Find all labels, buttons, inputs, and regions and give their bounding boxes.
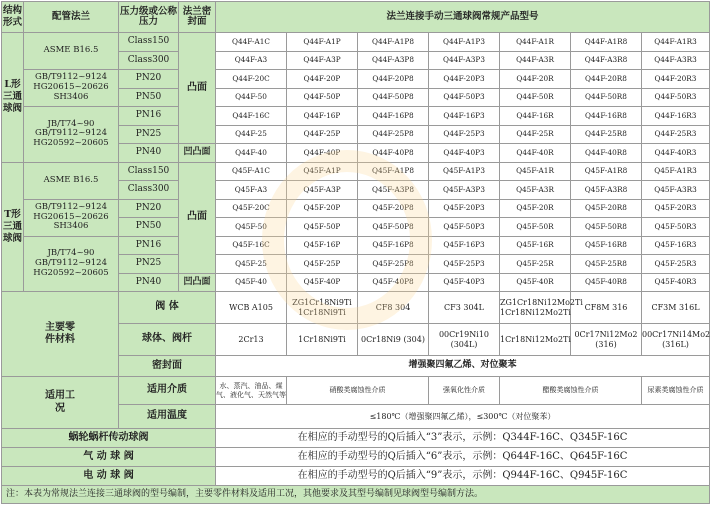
model-code: Q44F-50R [500, 88, 571, 107]
pressure-class: Class300 [119, 51, 179, 70]
model-code: Q45F-16P3 [429, 236, 500, 255]
pressure-class: PN20 [119, 199, 179, 218]
seal-face: 凸面 [179, 33, 216, 144]
header-models: 法兰连接手动三通球阀常规产品型号 [216, 2, 710, 33]
model-code: Q45F-20P8 [358, 199, 429, 218]
model-code: Q44F-16C [216, 107, 287, 126]
model-code: Q45F-A1P8 [358, 162, 429, 181]
ball-material: 1Cr18Ni12Mo2Ti [500, 324, 571, 356]
model-code: Q44F-A3R [500, 51, 571, 70]
pressure-class: PN50 [119, 88, 179, 107]
model-code: Q44F-20C [216, 70, 287, 89]
model-code: Q45F-40P8 [358, 273, 429, 292]
flange-standard: ASME B16.5 [24, 33, 119, 70]
pressure-class: Class150 [119, 162, 179, 181]
model-code: Q44F-A1R [500, 33, 571, 52]
model-code: Q45F-25R3 [642, 255, 710, 274]
body-label: 阀 体 [119, 292, 216, 324]
seal-face: 凹凸面 [179, 144, 216, 163]
model-code: Q44F-16R [500, 107, 571, 126]
model-code: Q45F-40P [287, 273, 358, 292]
model-code: Q45F-50R [500, 218, 571, 237]
model-code: Q45F-50R8 [571, 218, 642, 237]
flange-standard: GB/T9112~9124 HG20615~20626 SH3406 [24, 199, 119, 236]
model-code: Q44F-A3P [287, 51, 358, 70]
model-code: Q44F-A3R8 [571, 51, 642, 70]
model-code: Q45F-20R8 [571, 199, 642, 218]
seal-face: 凸面 [179, 162, 216, 273]
pressure-class: PN25 [119, 255, 179, 274]
pressure-class: PN20 [119, 70, 179, 89]
table-row [2, 377, 710, 405]
model-code: Q44F-40 [216, 144, 287, 163]
table-row [2, 2, 710, 33]
materials-label: 主要零件材料 [2, 292, 119, 377]
model-code: Q45F-20P3 [429, 199, 500, 218]
model-code: Q45F-A3 [216, 181, 287, 200]
model-code: Q44F-16R8 [571, 107, 642, 126]
model-code: Q44F-A1R3 [642, 33, 710, 52]
model-code: Q44F-A3 [216, 51, 287, 70]
model-code: Q44F-25R [500, 125, 571, 144]
model-code: Q45F-A1P3 [429, 162, 500, 181]
model-code: Q44F-20P [287, 70, 358, 89]
media: 水、蒸汽、油品、煤气、液化气、天然气等 [216, 377, 287, 405]
table-row [2, 429, 710, 448]
model-code: Q44F-A3R3 [642, 51, 710, 70]
ball-material: 00Cr19Ni10 (304L) [429, 324, 500, 356]
model-code: Q44F-50P8 [358, 88, 429, 107]
model-code: Q44F-25P3 [429, 125, 500, 144]
header-structure: 结构形式 [2, 2, 24, 33]
pressure-class: PN16 [119, 236, 179, 255]
media-label: 适用介质 [119, 377, 216, 405]
model-code: Q44F-20P3 [429, 70, 500, 89]
model-code: Q45F-40R8 [571, 273, 642, 292]
pressure-class: PN40 [119, 144, 179, 163]
body-material: ZG1Cr18Ni12Mo2Ti 1Cr18Ni12Mo2Ti [500, 292, 571, 324]
seal-label: 密封面 [119, 356, 216, 377]
media: 硝酸类腐蚀性介质 [287, 377, 429, 405]
model-code: Q45F-16P [287, 236, 358, 255]
model-code: Q45F-20P [287, 199, 358, 218]
flange-standard: JB/T74~90 GB/T9112~9124 HG20592~20605 [24, 236, 119, 292]
structure-label: T形三通球阀 [2, 162, 24, 292]
seal-face: 凹凸面 [179, 273, 216, 292]
body-material: WCB A105 [216, 292, 287, 324]
media: 强氧化性介质 [429, 377, 500, 405]
table-body [2, 2, 710, 504]
model-code: Q45F-A3P3 [429, 181, 500, 200]
model-code: Q44F-25R3 [642, 125, 710, 144]
model-code: Q45F-A3R [500, 181, 571, 200]
model-code: Q45F-A1P [287, 162, 358, 181]
table-row [2, 236, 710, 255]
model-code: Q44F-20P8 [358, 70, 429, 89]
ball-material: 0Cr17Ni12Mo2 (316) [571, 324, 642, 356]
model-code: Q45F-50P3 [429, 218, 500, 237]
model-code: Q45F-A3P8 [358, 181, 429, 200]
model-code: Q45F-25P3 [429, 255, 500, 274]
pressure-class: PN16 [119, 107, 179, 126]
model-code: Q45F-50 [216, 218, 287, 237]
table-row [2, 467, 710, 486]
model-code: Q44F-20R8 [571, 70, 642, 89]
pressure-class: Class300 [119, 181, 179, 200]
model-code: Q45F-20C [216, 199, 287, 218]
table-row [2, 448, 710, 467]
actuator-text: 在相应的手动型号的Q后插入“6”表示，示例：Q644F-16C、Q645F-16C [216, 448, 710, 467]
valve-model-table [1, 1, 710, 504]
footnote: 注：本表为常规法兰连接三通球阀的型号编制，主要零件材料及适用工况，其他要求及其型号编制见球阀型号编制方法。 [2, 486, 710, 504]
actuator-text: 在相应的手动型号的Q后插入“3”表示，示例：Q344F-16C、Q345F-16C [216, 429, 710, 448]
model-code: Q45F-40R [500, 273, 571, 292]
ball-material: 0Cr18Ni9 (304) [358, 324, 429, 356]
model-code: Q45F-40R3 [642, 273, 710, 292]
table-row [2, 486, 710, 504]
model-code: Q44F-40R8 [571, 144, 642, 163]
model-code: Q44F-A1P8 [358, 33, 429, 52]
model-code: Q45F-50P8 [358, 218, 429, 237]
model-code: Q44F-25R8 [571, 125, 642, 144]
model-code: Q44F-A1P [287, 33, 358, 52]
model-code: Q44F-A3P8 [358, 51, 429, 70]
model-code: Q45F-A1R [500, 162, 571, 181]
model-code: Q44F-50P [287, 88, 358, 107]
body-material: CF8 304 [358, 292, 429, 324]
pressure-class: PN50 [119, 218, 179, 237]
model-code: Q44F-25 [216, 125, 287, 144]
model-code: Q44F-A1P3 [429, 33, 500, 52]
header-flange: 配管法兰 [24, 2, 119, 33]
actuator-label: 气 动 球 阀 [2, 448, 216, 467]
ball-label: 球体、阀杆 [119, 324, 216, 356]
model-code: Q45F-40 [216, 273, 287, 292]
pressure-class: PN40 [119, 273, 179, 292]
body-material: CF3M 316L [642, 292, 710, 324]
flange-standard: GB/T9112~9124 HG20615~20626 SH3406 [24, 70, 119, 107]
model-code: Q45F-25 [216, 255, 287, 274]
model-code: Q44F-40R [500, 144, 571, 163]
model-code: Q45F-40P3 [429, 273, 500, 292]
actuator-label: 电 动 球 阀 [2, 467, 216, 486]
ball-material: 2Cr13 [216, 324, 287, 356]
model-code: Q44F-50R3 [642, 88, 710, 107]
flange-standard: JB/T74~90 GB/T9112~9124 HG20592~20605 [24, 107, 119, 163]
conditions-label: 适用工况 [2, 377, 119, 429]
table-row [2, 199, 710, 218]
model-code: Q45F-20R3 [642, 199, 710, 218]
model-code: Q45F-16C [216, 236, 287, 255]
model-code: Q45F-50R3 [642, 218, 710, 237]
seal-material: 增强聚四氟乙烯、对位聚苯 [216, 356, 710, 377]
model-code: Q44F-A3P3 [429, 51, 500, 70]
temp-label: 适用温度 [119, 405, 216, 429]
model-code: Q44F-40P [287, 144, 358, 163]
model-code: Q45F-A1R3 [642, 162, 710, 181]
model-code: Q44F-16P3 [429, 107, 500, 126]
model-code: Q44F-25P8 [358, 125, 429, 144]
header-seal: 法兰密封面 [179, 2, 216, 33]
flange-standard: ASME B16.5 [24, 162, 119, 199]
model-code: Q45F-A3R8 [571, 181, 642, 200]
model-code: Q45F-A3R3 [642, 181, 710, 200]
model-code: Q45F-25P [287, 255, 358, 274]
model-code: Q45F-25R8 [571, 255, 642, 274]
model-code: Q45F-16R3 [642, 236, 710, 255]
model-code: Q45F-A3P [287, 181, 358, 200]
model-code: Q44F-50P3 [429, 88, 500, 107]
table-row [2, 70, 710, 89]
model-code: Q44F-50R8 [571, 88, 642, 107]
model-code: Q44F-16R3 [642, 107, 710, 126]
table-row [2, 292, 710, 324]
model-code: Q44F-40P8 [358, 144, 429, 163]
model-code: Q45F-20R [500, 199, 571, 218]
model-code: Q44F-40P3 [429, 144, 500, 163]
model-code: Q44F-25P [287, 125, 358, 144]
pressure-class: PN25 [119, 125, 179, 144]
pressure-class: Class150 [119, 33, 179, 52]
temperature: ≤180℃（增强聚四氟乙烯），≤300℃（对位聚苯） [216, 405, 710, 429]
model-code: Q44F-A1R8 [571, 33, 642, 52]
ball-material: 1Cr18Ni9Ti [287, 324, 358, 356]
model-code: Q45F-A1R8 [571, 162, 642, 181]
model-code: Q44F-16P [287, 107, 358, 126]
header-pressure: 压力级或公称压力 [119, 2, 179, 33]
body-material: ZG1Cr18Ni9Ti 1Cr18Ni9Ti [287, 292, 358, 324]
model-code: Q45F-25P8 [358, 255, 429, 274]
model-code: Q45F-A1C [216, 162, 287, 181]
actuator-text: 在相应的手动型号的Q后插入“9”表示，示例：Q944F-16C、Q945F-16C [216, 467, 710, 486]
table-row [2, 107, 710, 126]
model-code: Q45F-25R [500, 255, 571, 274]
model-code: Q45F-50P [287, 218, 358, 237]
model-code: Q44F-20R [500, 70, 571, 89]
table-row [2, 162, 710, 181]
table-row [2, 33, 710, 52]
model-code: Q44F-20R3 [642, 70, 710, 89]
media: 醋酸类腐蚀性介质 [500, 377, 642, 405]
structure-label: L形三通球阀 [2, 33, 24, 163]
body-material: CF3 304L [429, 292, 500, 324]
model-code: Q45F-16R [500, 236, 571, 255]
model-code: Q45F-16R8 [571, 236, 642, 255]
model-code: Q45F-16P8 [358, 236, 429, 255]
model-code: Q44F-A1C [216, 33, 287, 52]
model-code: Q44F-16P8 [358, 107, 429, 126]
actuator-label: 蜗轮蜗杆传动球阀 [2, 429, 216, 448]
media: 尿素类腐蚀性介质 [642, 377, 710, 405]
model-code: Q44F-40R3 [642, 144, 710, 163]
model-code: Q44F-50 [216, 88, 287, 107]
body-material: CF8M 316 [571, 292, 642, 324]
ball-material: 00Cr17Ni14Mo2 (316L) [642, 324, 710, 356]
